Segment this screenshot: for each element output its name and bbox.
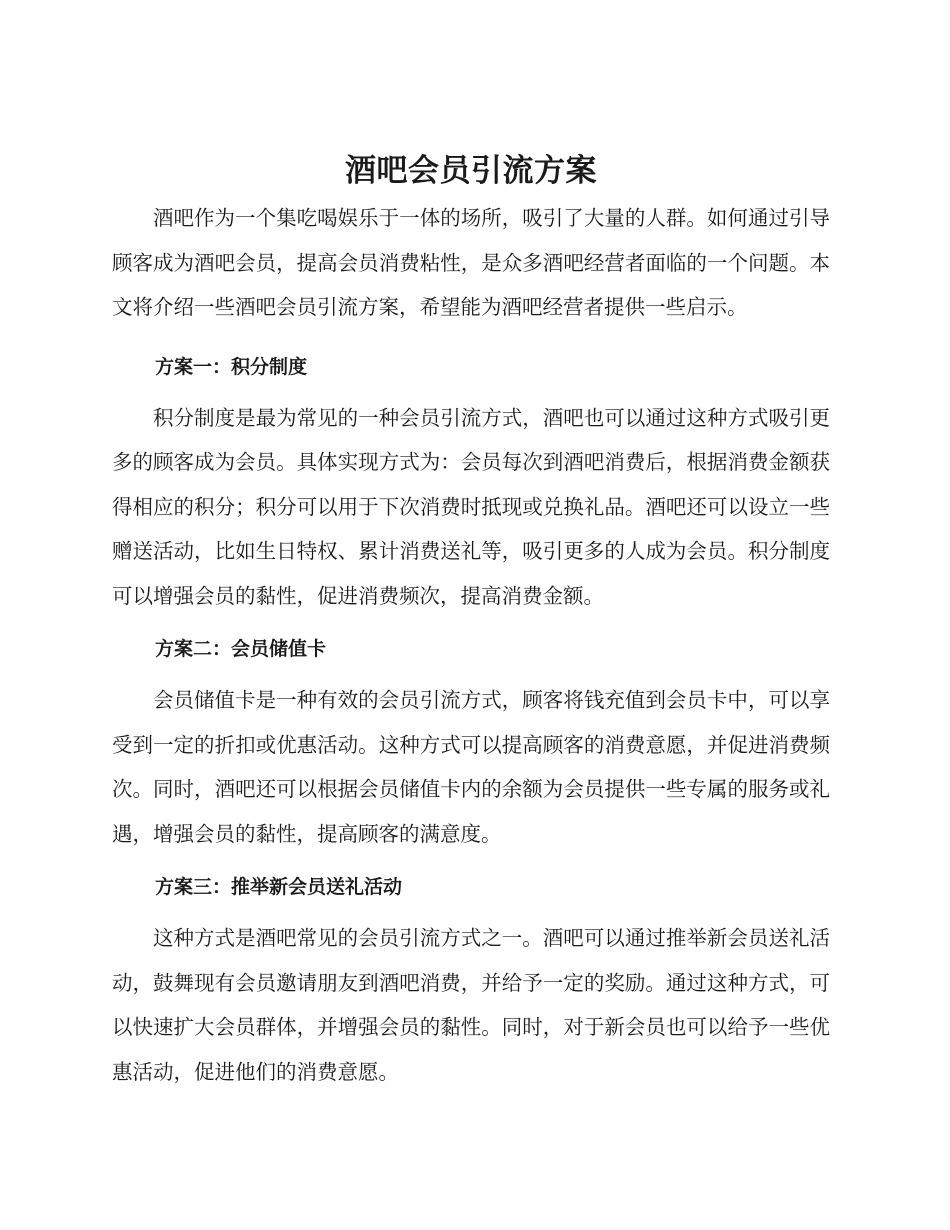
section-heading-2: 方案二：会员储值卡 bbox=[155, 638, 327, 660]
section-heading-1: 方案一：积分制度 bbox=[155, 355, 308, 378]
section-body-3: 这种方式是酒吧常见的会员引流方式之一。酒吧可以通过推举新会员送礼活动，鼓舞现有会员邀请朋友到酒吧消费，并给予一定的奖励。通过这种方式，可以快速扩大会员群体，并增强会员的黏性。同时，对于新会员也可以给予一些优惠活动，促进他们的消费意愿。 bbox=[112, 926, 830, 1084]
document-title: 酒吧会员引流方案 bbox=[345, 153, 597, 189]
intro-paragraph: 酒吧作为一个集吃喝娱乐于一体的场所，吸引了大量的人群。如何通过引导顾客成为酒吧会员，提高会员消费粘性，是众多酒吧经营者面临的一个问题。本文将介绍一些酒吧会员引流方案，希望能为酒吧经营者提供一些启示。 bbox=[112, 206, 830, 319]
document-page bbox=[112, 148, 830, 1110]
section-body-2: 会员储值卡是一种有效的会员引流方式，顾客将钱充值到会员卡中，可以享受到一定的折扣或优惠活动。这种方式可以提高顾客的消费意愿，并促进消费频次。同时，酒吧还可以根据会员储值卡内的余额为会员提供一些专属的服务或礼遇，增强会员的黏性，提高顾客的满意度。 bbox=[112, 688, 830, 846]
section-heading-3: 方案三：推举新会员送礼活动 bbox=[155, 876, 403, 898]
section-body-1: 积分制度是最为常见的一种会员引流方式，酒吧也可以通过这种方式吸引更多的顾客成为会员。具体实现方式为：会员每次到酒吧消费后，根据消费金额获得相应的积分；积分可以用于下次消费时抵现或兑换礼品。酒吧还可以设立一些赠送活动，比如生日特权、累计消费送礼等，吸引更多的人成为会员。积分制度可以增强会员的黏性，促进消费频次，提高消费金额。 bbox=[112, 405, 830, 608]
